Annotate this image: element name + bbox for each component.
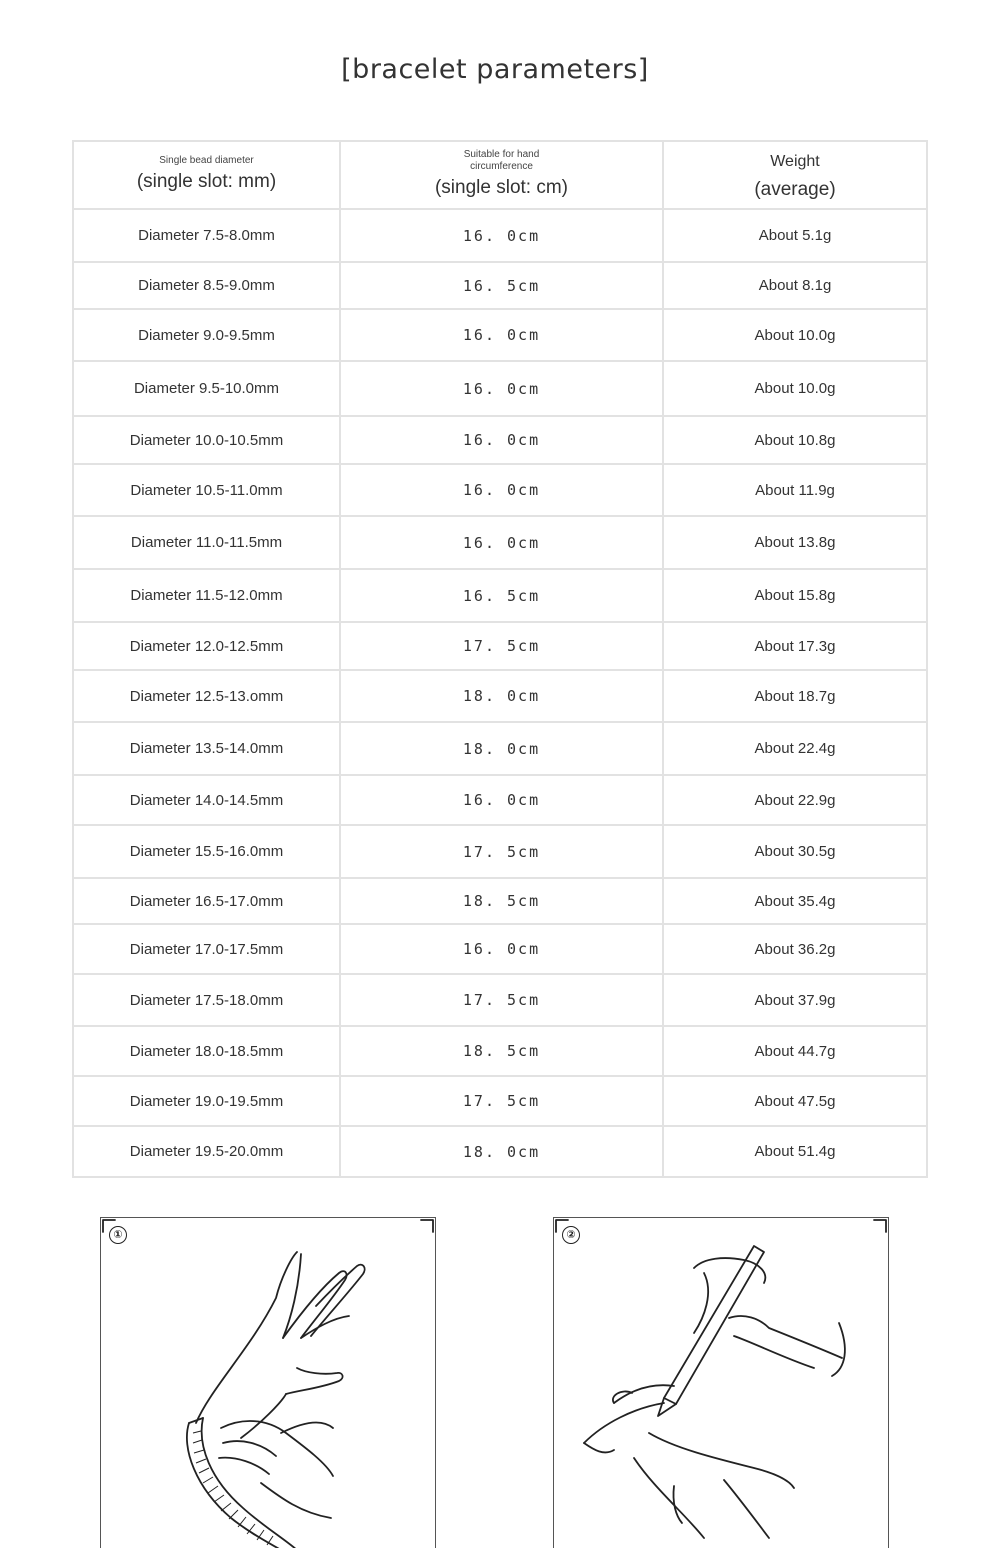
cell-diameter: Diameter 16.5-17.0mm [73, 878, 340, 924]
table-row [73, 516, 927, 569]
table-row [73, 924, 927, 974]
step-2-badge: ② [562, 1226, 580, 1244]
cell-weight: About 22.9g [663, 775, 927, 825]
table-row [73, 775, 927, 825]
cell-circumference: 18. 0cm [340, 1126, 663, 1177]
cell-weight: About 17.3g [663, 622, 927, 670]
cell-circumference: 17. 5cm [340, 974, 663, 1026]
cell-diameter: Diameter 10.5-11.0mm [73, 464, 340, 516]
cell-circumference: 16. 5cm [340, 262, 663, 309]
table-row [73, 262, 927, 309]
cell-circumference: 17. 5cm [340, 1076, 663, 1126]
illustration-step-2 [553, 1217, 889, 1548]
table-row [73, 1026, 927, 1076]
cell-diameter: Diameter 12.0-12.5mm [73, 622, 340, 670]
cell-circumference: 16. 0cm [340, 775, 663, 825]
cell-weight: About 44.7g [663, 1026, 927, 1076]
cell-circumference: 18. 5cm [340, 1026, 663, 1076]
cell-diameter: Diameter 8.5-9.0mm [73, 262, 340, 309]
cell-weight: About 30.5g [663, 825, 927, 878]
cell-circumference: 16. 0cm [340, 464, 663, 516]
table-row [73, 670, 927, 722]
cell-circumference: 16. 0cm [340, 924, 663, 974]
cell-diameter: Diameter 12.5-13.omm [73, 670, 340, 722]
table-row [73, 1076, 927, 1126]
cell-circumference: 17. 5cm [340, 825, 663, 878]
cell-weight: About 10.8g [663, 416, 927, 464]
cell-weight: About 8.1g [663, 262, 927, 309]
cell-diameter: Diameter 17.0-17.5mm [73, 924, 340, 974]
table-row [73, 722, 927, 775]
cell-circumference: 18. 0cm [340, 722, 663, 775]
table-row [73, 622, 927, 670]
cell-weight: About 10.0g [663, 309, 927, 361]
header-hand-circumference [340, 141, 663, 209]
page-title: [bracelet parameters] [341, 54, 649, 85]
cell-circumference: 18. 0cm [340, 670, 663, 722]
cell-circumference: 16. 0cm [340, 309, 663, 361]
cell-weight: About 37.9g [663, 974, 927, 1026]
wrist-mark-pen-icon [554, 1218, 888, 1548]
cell-weight: About 11.9g [663, 464, 927, 516]
table-row [73, 974, 927, 1026]
cell-diameter: Diameter 17.5-18.0mm [73, 974, 340, 1026]
table-row [73, 569, 927, 622]
cell-circumference: 16. 0cm [340, 416, 663, 464]
wrist-measure-tape-icon [101, 1218, 435, 1548]
cell-diameter: Diameter 11.5-12.0mm [73, 569, 340, 622]
cell-diameter: Diameter 9.5-10.0mm [73, 361, 340, 416]
cell-diameter: Diameter 19.5-20.0mm [73, 1126, 340, 1177]
table-row [73, 309, 927, 361]
cell-circumference: 16. 0cm [340, 516, 663, 569]
cell-diameter: Diameter 9.0-9.5mm [73, 309, 340, 361]
header-bead-diameter [73, 141, 340, 209]
cell-weight: About 35.4g [663, 878, 927, 924]
table-row [73, 878, 927, 924]
table-header-row [73, 141, 927, 209]
bracelet-parameters-table [72, 140, 928, 1178]
cell-weight: About 15.8g [663, 569, 927, 622]
cell-circumference: 17. 5cm [340, 622, 663, 670]
step-1-badge: ① [109, 1226, 127, 1244]
cell-weight: About 36.2g [663, 924, 927, 974]
header-bead-diameter-label: Single bead diameter [159, 155, 254, 166]
cell-circumference: 16. 0cm [340, 361, 663, 416]
table-row [73, 209, 927, 262]
header-bead-diameter-unit: (single slot: mm) [136, 171, 277, 192]
table-row [73, 361, 927, 416]
cell-circumference: 16. 5cm [340, 569, 663, 622]
cell-diameter: Diameter 10.0-10.5mm [73, 416, 340, 464]
cell-weight: About 47.5g [663, 1076, 927, 1126]
cell-diameter: Diameter 13.5-14.0mm [73, 722, 340, 775]
header-weight-label: Weight [770, 153, 820, 170]
header-weight-unit: (average) [754, 179, 836, 200]
table-row [73, 1126, 927, 1177]
cell-diameter: Diameter 15.5-16.0mm [73, 825, 340, 878]
cell-circumference: 16. 0cm [340, 209, 663, 262]
table-row [73, 416, 927, 464]
illustration-step-1 [100, 1217, 436, 1548]
header-hand-circumference-label: Suitable for hand circumference [463, 149, 540, 172]
cell-diameter: Diameter 14.0-14.5mm [73, 775, 340, 825]
cell-diameter: Diameter 11.0-11.5mm [73, 516, 340, 569]
cell-weight: About 18.7g [663, 670, 927, 722]
header-weight [663, 141, 927, 209]
cell-diameter: Diameter 7.5-8.0mm [73, 209, 340, 262]
cell-weight: About 22.4g [663, 722, 927, 775]
cell-circumference: 18. 5cm [340, 878, 663, 924]
table-row [73, 464, 927, 516]
cell-weight: About 13.8g [663, 516, 927, 569]
cell-weight: About 10.0g [663, 361, 927, 416]
cell-weight: About 51.4g [663, 1126, 927, 1177]
table-row [73, 825, 927, 878]
cell-diameter: Diameter 18.0-18.5mm [73, 1026, 340, 1076]
header-hand-circumference-unit: (single slot: cm) [434, 177, 569, 198]
cell-diameter: Diameter 19.0-19.5mm [73, 1076, 340, 1126]
cell-weight: About 5.1g [663, 209, 927, 262]
